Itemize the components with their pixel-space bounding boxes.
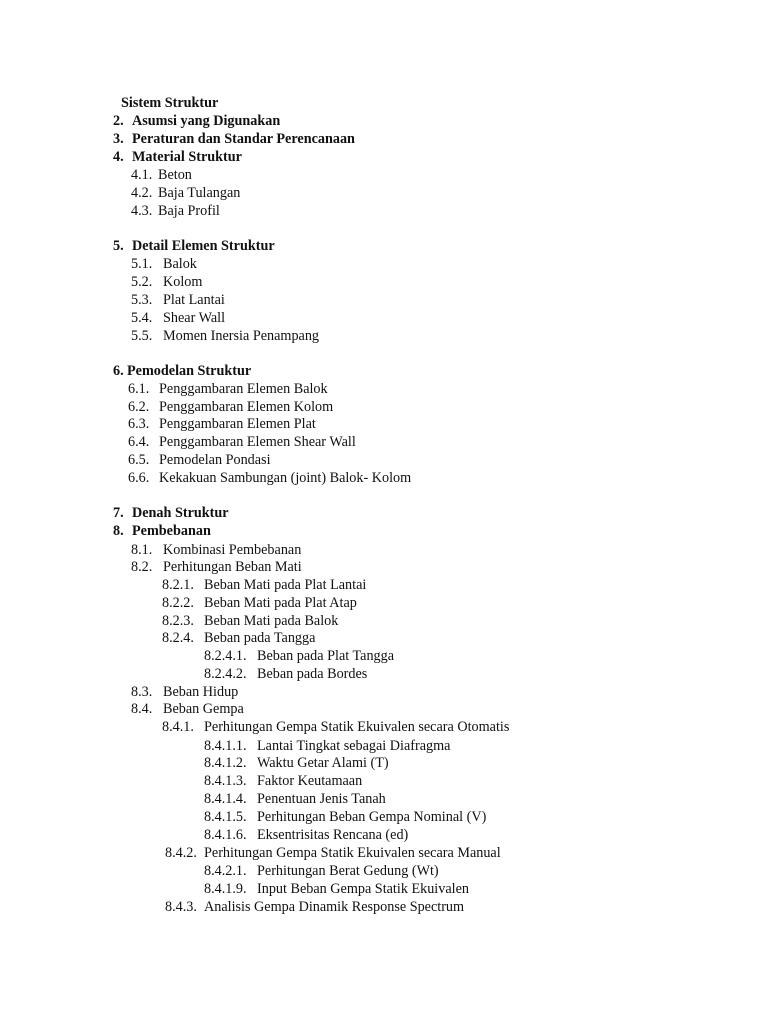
item-number: 6.3. [128, 416, 150, 432]
item-number: 8.4.3. [165, 899, 197, 915]
item-label: Penggambaran Elemen Shear Wall [159, 434, 356, 450]
item-number: 5.1. [131, 256, 153, 272]
outline-item-8-4-1-5 [204, 808, 486, 826]
item-number: 5.2. [131, 274, 153, 290]
item-number: 3. [113, 131, 124, 147]
item-label: Pembebanan [132, 523, 211, 539]
item-label: Eksentrisitas Rencana (ed) [257, 827, 409, 843]
outline-item-8-3 [131, 683, 238, 701]
item-label: Perhitungan Beban Mati [163, 559, 302, 575]
item-label: Kombinasi Pembebanan [163, 542, 302, 558]
outline-item-5 [113, 237, 275, 255]
item-label: Kekakuan Sambungan (joint) Balok- Kolom [159, 470, 412, 486]
outline-item-8-4-1-2 [204, 754, 389, 772]
outline-item-8-2-4-2 [204, 665, 367, 683]
item-number: 4.2. [131, 185, 153, 201]
item-label: Baja Profil [158, 203, 220, 219]
outline-item-5-1 [131, 255, 197, 273]
outline-item-6-5 [128, 451, 271, 469]
outline-item-3 [113, 130, 355, 148]
item-number: 4. [113, 149, 124, 165]
item-label: Lantai Tingkat sebagai Diafragma [257, 738, 451, 754]
outline-item-8-4-1-4 [204, 790, 386, 808]
outline-item-8-2-3 [162, 612, 338, 630]
item-label: Momen Inersia Penampang [163, 328, 320, 344]
outline-item-4-2 [131, 184, 240, 202]
item-number: 6.5. [128, 452, 150, 468]
item-number: 6.2. [128, 399, 150, 415]
outline-item-8-2-2 [162, 594, 357, 612]
item-number: 8.1. [131, 542, 153, 558]
item-label: Beban pada Plat Tangga [257, 648, 395, 664]
item-number: 8. [113, 523, 124, 539]
item-number: 8.3. [131, 684, 153, 700]
item-label: Beban Hidup [163, 684, 239, 700]
outline-item-8-4-2 [165, 844, 501, 862]
outline-item-8-4-1-6 [204, 826, 408, 844]
item-number: 8.2.4.2. [204, 666, 247, 682]
item-label: Pemodelan Pondasi [159, 452, 271, 468]
outline-item-8-4-3 [165, 898, 464, 916]
item-label: Beton [158, 167, 192, 183]
item-label: Penggambaran Elemen Plat [159, 416, 316, 432]
item-number: 5. [113, 238, 124, 254]
item-label: Denah Struktur [132, 505, 229, 521]
item-number: 8.4.1.2. [204, 755, 247, 771]
item-label: Baja Tulangan [158, 185, 241, 201]
outline-item-8-1 [131, 541, 301, 559]
item-number: 8.4.1.9. [204, 881, 247, 897]
outline-item-4 [113, 148, 242, 166]
item-label: Peraturan dan Standar Perencanaan [132, 131, 355, 147]
item-number: 5.5. [131, 328, 153, 344]
outline-item-5-3 [131, 291, 225, 309]
item-number: 8.2.2. [162, 595, 194, 611]
item-label: Beban pada Bordes [257, 666, 368, 682]
item-label: Penggambaran Elemen Kolom [159, 399, 334, 415]
item-number: 5.3. [131, 292, 153, 308]
item-label: Beban Mati pada Plat Atap [204, 595, 357, 611]
outline-item-8-2-4 [162, 629, 315, 647]
outline-item-8-2-4-1 [204, 647, 394, 665]
item-label: Material Struktur [132, 149, 242, 165]
item-number: 8.4.2. [165, 845, 197, 861]
item-number: 7. [113, 505, 124, 521]
item-label: Input Beban Gempa Statik Ekuivalen [257, 881, 469, 897]
outline-item-8-4-1-9 [204, 880, 469, 898]
outline-item-5-4 [131, 309, 225, 327]
outline-item-6-6 [128, 469, 411, 487]
item-label: Detail Elemen Struktur [132, 238, 275, 254]
item-label: Asumsi yang Digunakan [132, 113, 281, 129]
outline-item-8-4-1-1 [204, 737, 450, 755]
outline-item-4-1 [131, 166, 192, 184]
item-number: 8.4.1.3. [204, 773, 247, 789]
outline-item-8-2 [131, 558, 302, 576]
item-number: 8.2. [131, 559, 153, 575]
item-number: 8.2.3. [162, 613, 194, 629]
item-label: Beban Mati pada Plat Lantai [204, 577, 367, 593]
item-number: 8.4.1.5. [204, 809, 247, 825]
outline-item-2 [113, 112, 280, 130]
outline-item-6-4 [128, 433, 356, 451]
outline-item-8-4-2-1 [204, 862, 439, 880]
item-number: 8.4. [131, 701, 153, 717]
outline-item-8-4-1 [162, 718, 509, 736]
item-number: 4.3. [131, 203, 153, 219]
outline-item-5-5 [131, 327, 319, 345]
item-number: 8.4.1. [162, 719, 194, 735]
item-label: Penentuan Jenis Tanah [257, 791, 386, 807]
outline-item-6-1 [128, 380, 328, 398]
outline-item-4-3 [131, 202, 220, 220]
item-number: 8.4.1.4. [204, 791, 247, 807]
item-label: Shear Wall [163, 310, 226, 326]
item-label: Kolom [163, 274, 203, 290]
item-label: Penggambaran Elemen Balok [159, 381, 328, 397]
outline-item-5-2 [131, 273, 202, 291]
outline-item-6-3 [128, 415, 316, 433]
item-number: 8.2.4.1. [204, 648, 247, 664]
outline-item-8-4 [131, 700, 244, 718]
item-number: 6. [113, 363, 124, 379]
outline-item-6 [113, 362, 251, 380]
item-number: 8.2.1. [162, 577, 194, 593]
item-number: 8.4.2.1. [204, 863, 247, 879]
item-label: Beban Mati pada Balok [204, 613, 339, 629]
item-label: Perhitungan Gempa Statik Ekuivalen secara Manual [204, 845, 501, 861]
item-label: Plat Lantai [163, 292, 225, 308]
item-number: 8.2.4. [162, 630, 194, 646]
item-label: Faktor Keutamaan [257, 773, 363, 789]
item-number: 5.4. [131, 310, 153, 326]
item-label: Analisis Gempa Dinamik Response Spectrum [204, 899, 465, 915]
item-label: Perhitungan Beban Gempa Nominal (V) [257, 809, 487, 825]
outline-item-6-2 [128, 398, 333, 416]
item-label: Perhitungan Berat Gedung (Wt) [257, 863, 439, 879]
outline-item-8 [113, 522, 211, 540]
item-label: Waktu Getar Alami (T) [257, 755, 389, 771]
item-number: 8.4.1.6. [204, 827, 247, 843]
item-number: 4.1. [131, 167, 153, 183]
outline-heading: Sistem Struktur [121, 95, 219, 111]
item-number: 6.1. [128, 381, 150, 397]
item-label: Beban pada Tangga [204, 630, 316, 646]
item-label: Pemodelan Struktur [127, 363, 252, 379]
outline-item-7 [113, 504, 229, 522]
item-label: Perhitungan Gempa Statik Ekuivalen secara Otomatis [204, 719, 510, 735]
item-number: 6.6. [128, 470, 150, 486]
item-number: 2. [113, 113, 124, 129]
item-number: 6.4. [128, 434, 150, 450]
outline-item-8-2-1 [162, 576, 366, 594]
item-label: Beban Gempa [163, 701, 244, 717]
item-label: Balok [163, 256, 197, 272]
item-number: 8.4.1.1. [204, 738, 247, 754]
outline-item-8-4-1-3 [204, 772, 362, 790]
